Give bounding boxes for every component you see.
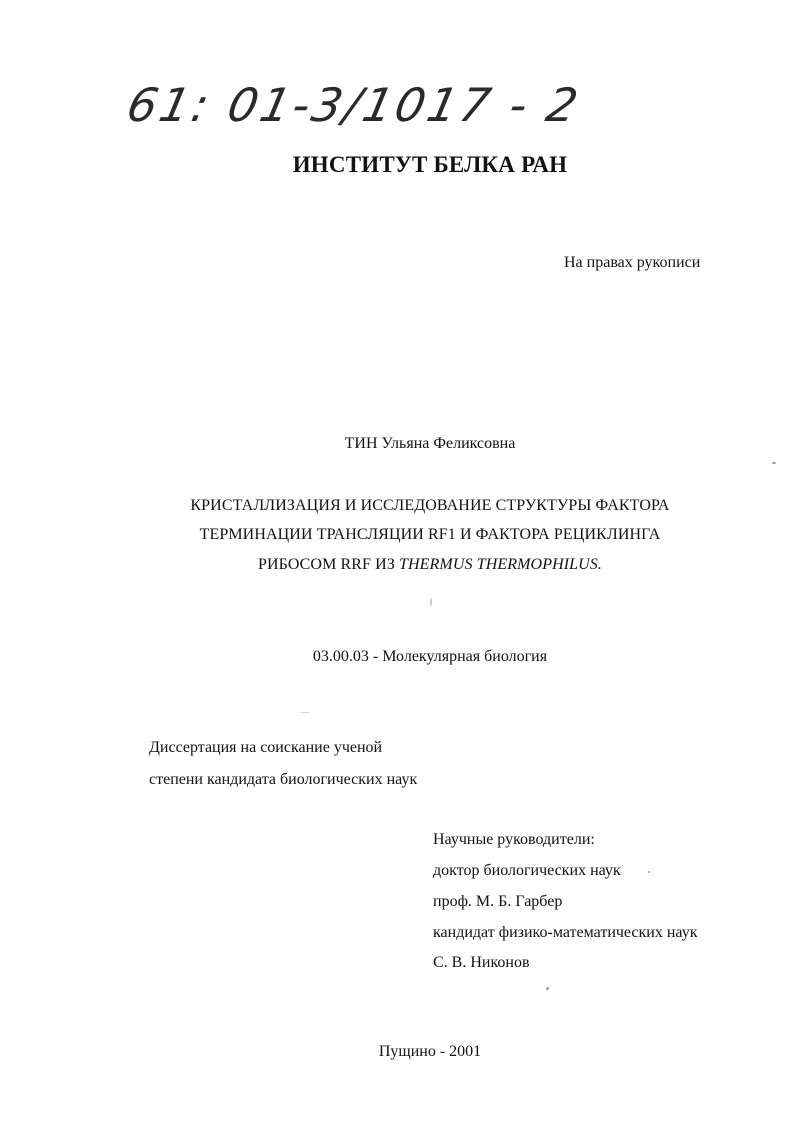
- supervisor-1-name: проф. М. Б. Гарбер: [433, 893, 563, 910]
- place-and-year: Пущино - 2001: [378, 1043, 482, 1060]
- thesis-title-line-3: [0, 556, 793, 574]
- supervisor-2-name: С. В. Никонов: [433, 954, 530, 971]
- specialty-code: 03.00.03 - Молекулярная биология: [312, 648, 548, 665]
- author-name: ТИН Ульяна Феликсовна: [344, 435, 516, 452]
- scan-speck: [300, 712, 310, 713]
- scan-speck: [648, 871, 650, 873]
- dissertation-type-line-2: степени кандидата биологических наук: [149, 771, 418, 788]
- thesis-title-line-1: КРИСТАЛЛИЗАЦИЯ И ИССЛЕДОВАНИЕ СТРУКТУРЫ ФАКТОРА: [190, 497, 670, 514]
- thesis-title-line-3-prefix: РИБОСОМ RRF ИЗ: [257, 556, 400, 573]
- handwritten-archive-code: 61: 01-3/1017 - 2: [122, 78, 586, 132]
- scan-speck: [546, 987, 549, 990]
- scan-speck: [430, 598, 432, 606]
- supervisors-heading: Научные руководители:: [433, 831, 595, 848]
- supervisor-1-degree: доктор биологических наук: [433, 862, 621, 879]
- institute-name: ИНСТИТУТ БЕЛКА РАН: [292, 152, 568, 177]
- rights-note: На правах рукописи: [564, 254, 701, 271]
- thesis-title-line-2: ТЕРМИНАЦИИ ТРАНСЛЯЦИИ RF1 И ФАКТОРА РЕЦИКЛИНГА: [199, 526, 661, 543]
- thesis-title-organism: THERMUS THERMOPHILUS.: [399, 556, 603, 573]
- supervisor-2-degree: кандидат физико-математических наук: [433, 924, 698, 941]
- scan-speck: [772, 462, 776, 464]
- dissertation-type-line-1: Диссертация на соискание ученой: [149, 739, 383, 756]
